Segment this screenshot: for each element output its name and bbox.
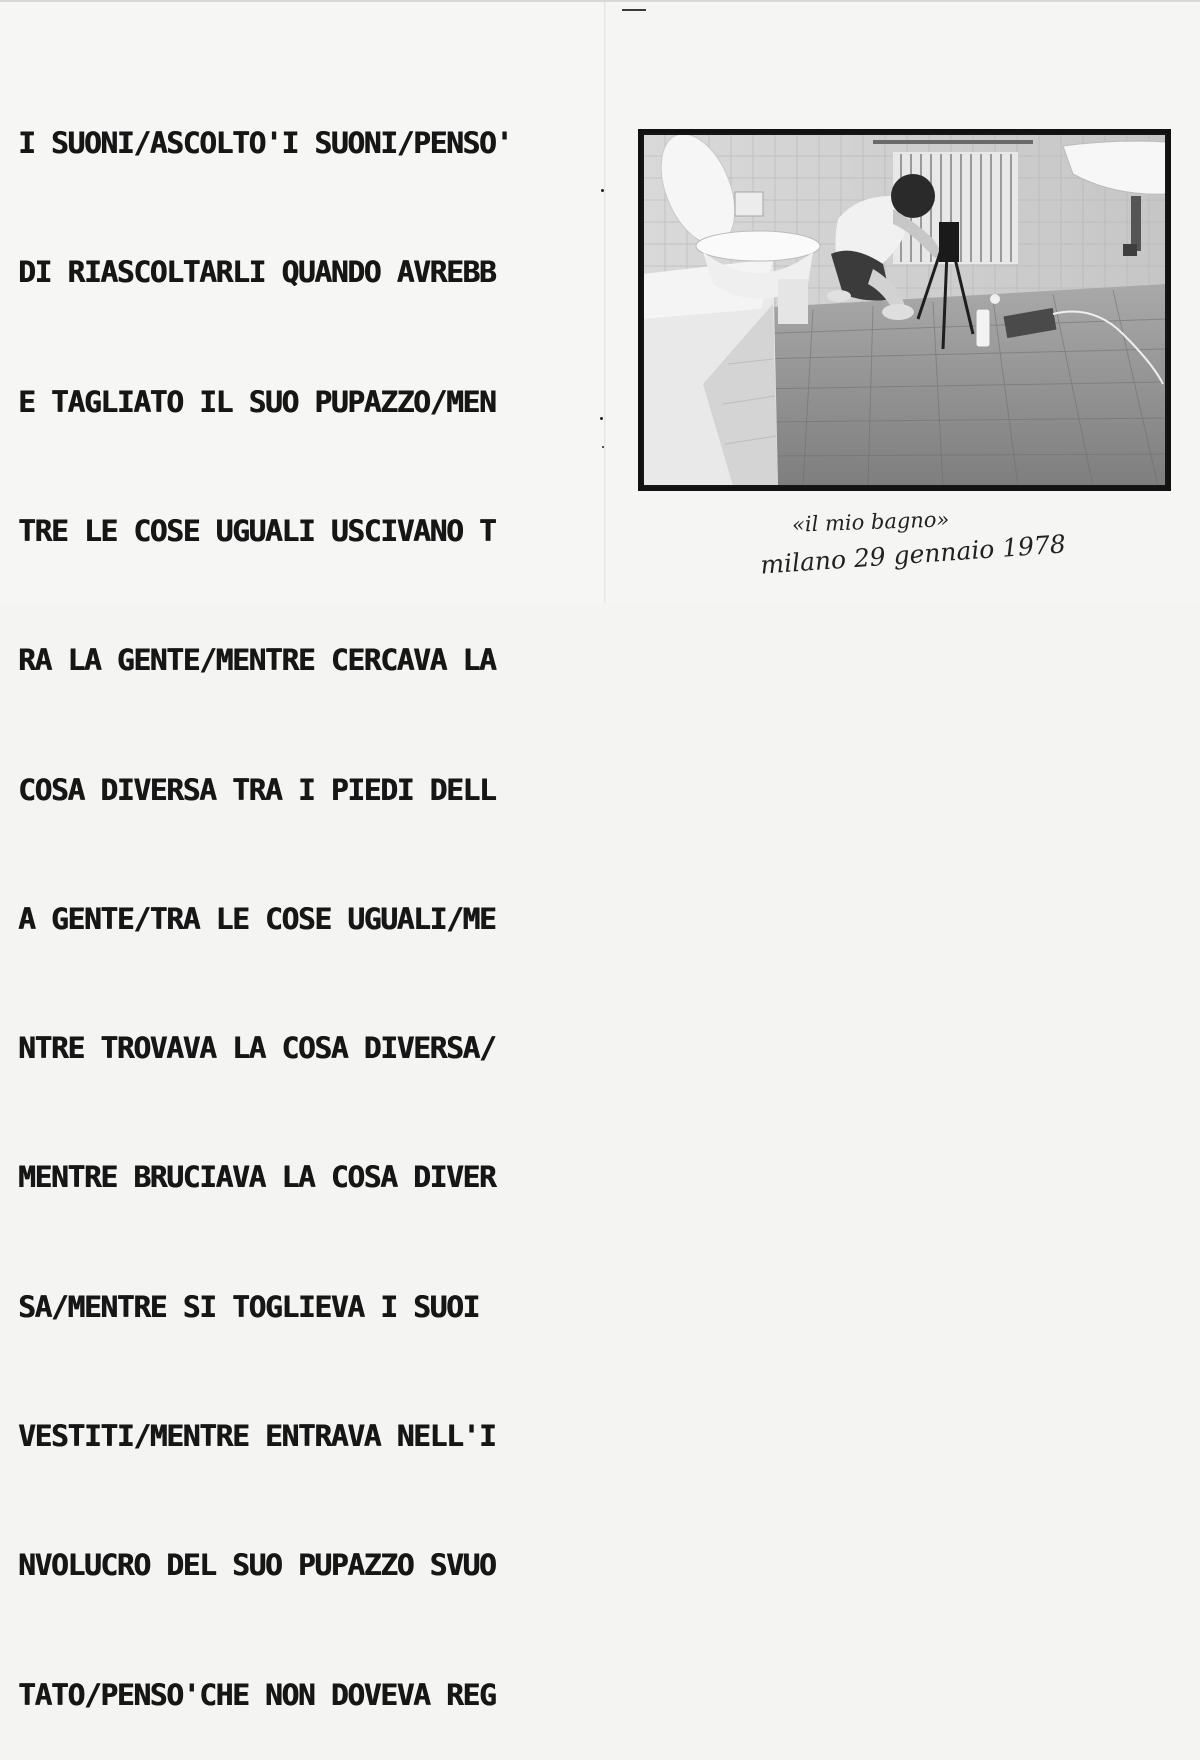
bathroom-photograph <box>638 129 1171 491</box>
typed-line: DI RIASCOLTARLI QUANDO AVREBB <box>18 255 496 290</box>
typed-line: SA/MENTRE SI TOGLIEVA I SUOI <box>18 1289 479 1324</box>
typed-line: TRE LE COSE UGUALI USCIVANO T <box>18 514 496 549</box>
top-dash-mark <box>622 9 646 11</box>
typed-line: RA LA GENTE/MENTRE CERCAVA LA <box>18 643 496 678</box>
typed-line: NVOLUCRO DEL SUO PUPAZZO SVUO <box>18 1548 496 1583</box>
typed-line: NTRE TROVAVA LA COSA DIVERSA/ <box>18 1031 496 1066</box>
typed-line: COSA DIVERSA TRA I PIEDI DELL <box>18 772 496 807</box>
typed-line: MENTRE BRUCIAVA LA COSA DIVER <box>18 1160 496 1195</box>
caption-date: milano 29 gennaio 1978 <box>759 529 1067 580</box>
photo-image <box>643 134 1166 486</box>
typed-line: TATO/PENSO'CHE NON DOVEVA REG <box>18 1677 496 1712</box>
typed-line: VESTITI/MENTRE ENTRAVA NELL'I <box>18 1419 496 1453</box>
page-spine <box>604 0 607 603</box>
margin-dot <box>600 417 603 420</box>
typed-line: I SUONI/ASCOLTO'I SUONI/PENSO' <box>18 126 512 161</box>
typed-line: E TAGLIATO IL SUO PUPAZZO/MEN <box>18 384 496 419</box>
margin-dot <box>602 446 604 448</box>
typewritten-text-block <box>18 36 512 1760</box>
margin-dot <box>601 189 604 192</box>
caption-title: «il mio bagno» <box>791 507 950 537</box>
typed-line: A GENTE/TRA LE COSE UGUALI/ME <box>18 901 496 936</box>
top-edge <box>0 0 1200 2</box>
